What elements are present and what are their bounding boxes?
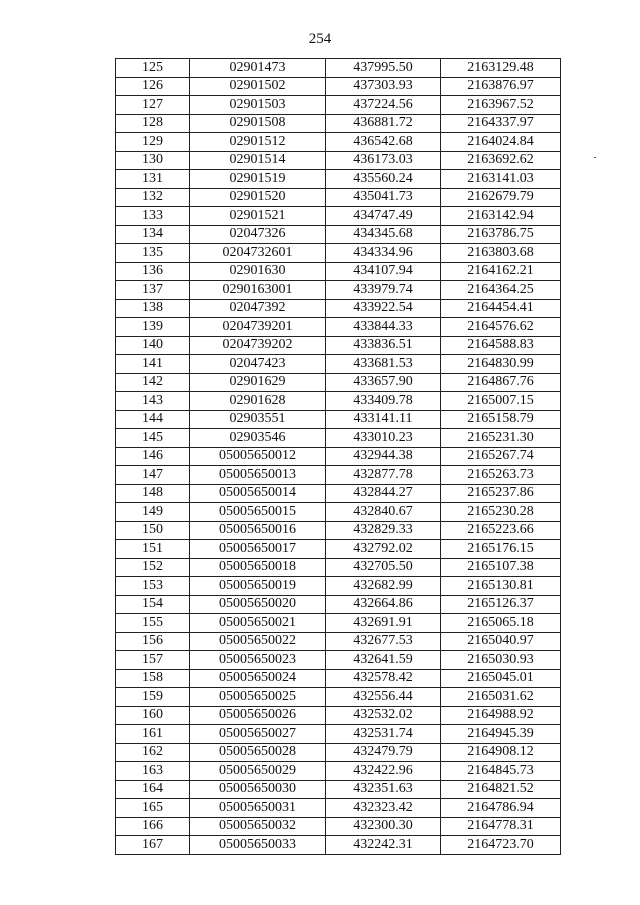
point-id-cell: 05005650013 bbox=[190, 466, 326, 485]
point-id-cell: 05005650019 bbox=[190, 577, 326, 596]
table-row bbox=[116, 836, 561, 855]
point-id-cell: 05005650020 bbox=[190, 595, 326, 614]
row-index-cell: 141 bbox=[116, 355, 190, 374]
table-row bbox=[116, 188, 561, 207]
y-coordinate-cell: 2164786.94 bbox=[441, 799, 561, 818]
row-index-cell: 151 bbox=[116, 540, 190, 559]
table-row bbox=[116, 244, 561, 263]
table-row bbox=[116, 799, 561, 818]
point-id-cell: 05005650014 bbox=[190, 484, 326, 503]
y-coordinate-cell: 2163786.75 bbox=[441, 225, 561, 244]
x-coordinate-cell: 433844.33 bbox=[326, 318, 441, 337]
x-coordinate-cell: 435041.73 bbox=[326, 188, 441, 207]
point-id-cell: 02047392 bbox=[190, 299, 326, 318]
row-index-cell: 140 bbox=[116, 336, 190, 355]
y-coordinate-cell: 2165040.97 bbox=[441, 632, 561, 651]
table-row bbox=[116, 225, 561, 244]
y-coordinate-cell: 2163803.68 bbox=[441, 244, 561, 263]
row-index-cell: 148 bbox=[116, 484, 190, 503]
y-coordinate-cell: 2164908.12 bbox=[441, 743, 561, 762]
row-index-cell: 128 bbox=[116, 114, 190, 133]
y-coordinate-cell: 2164364.25 bbox=[441, 281, 561, 300]
row-index-cell: 127 bbox=[116, 96, 190, 115]
x-coordinate-cell: 432242.31 bbox=[326, 836, 441, 855]
y-coordinate-cell: 2163876.97 bbox=[441, 77, 561, 96]
y-coordinate-cell: 2163692.62 bbox=[441, 151, 561, 170]
y-coordinate-cell: 2165045.01 bbox=[441, 669, 561, 688]
x-coordinate-cell: 433922.54 bbox=[326, 299, 441, 318]
y-coordinate-cell: 2164845.73 bbox=[441, 762, 561, 781]
point-id-cell: 05005650024 bbox=[190, 669, 326, 688]
point-id-cell: 02903546 bbox=[190, 429, 326, 448]
y-coordinate-cell: 2165030.93 bbox=[441, 651, 561, 670]
x-coordinate-cell: 432531.74 bbox=[326, 725, 441, 744]
table-row bbox=[116, 669, 561, 688]
row-index-cell: 149 bbox=[116, 503, 190, 522]
row-index-cell: 157 bbox=[116, 651, 190, 670]
row-index-cell: 125 bbox=[116, 59, 190, 78]
row-index-cell: 144 bbox=[116, 410, 190, 429]
row-index-cell: 159 bbox=[116, 688, 190, 707]
row-index-cell: 153 bbox=[116, 577, 190, 596]
table-row bbox=[116, 392, 561, 411]
x-coordinate-cell: 434345.68 bbox=[326, 225, 441, 244]
table-row bbox=[116, 336, 561, 355]
table-row bbox=[116, 706, 561, 725]
x-coordinate-cell: 432677.53 bbox=[326, 632, 441, 651]
y-coordinate-cell: 2164945.39 bbox=[441, 725, 561, 744]
row-index-cell: 133 bbox=[116, 207, 190, 226]
row-index-cell: 126 bbox=[116, 77, 190, 96]
table-row bbox=[116, 281, 561, 300]
row-index-cell: 164 bbox=[116, 780, 190, 799]
row-index-cell: 131 bbox=[116, 170, 190, 189]
point-id-cell: 02901502 bbox=[190, 77, 326, 96]
row-index-cell: 147 bbox=[116, 466, 190, 485]
table-row bbox=[116, 688, 561, 707]
table-row bbox=[116, 96, 561, 115]
row-index-cell: 161 bbox=[116, 725, 190, 744]
point-id-cell: 02901503 bbox=[190, 96, 326, 115]
y-coordinate-cell: 2165126.37 bbox=[441, 595, 561, 614]
x-coordinate-cell: 432792.02 bbox=[326, 540, 441, 559]
x-coordinate-cell: 432829.33 bbox=[326, 521, 441, 540]
point-id-cell: 05005650015 bbox=[190, 503, 326, 522]
row-index-cell: 138 bbox=[116, 299, 190, 318]
x-coordinate-cell: 433681.53 bbox=[326, 355, 441, 374]
y-coordinate-cell: 2164988.92 bbox=[441, 706, 561, 725]
row-index-cell: 156 bbox=[116, 632, 190, 651]
table-row bbox=[116, 447, 561, 466]
table-row bbox=[116, 59, 561, 78]
table-row bbox=[116, 577, 561, 596]
y-coordinate-cell: 2163142.94 bbox=[441, 207, 561, 226]
coordinates-table bbox=[115, 58, 561, 855]
y-coordinate-cell: 2165007.15 bbox=[441, 392, 561, 411]
point-id-cell: 05005650017 bbox=[190, 540, 326, 559]
x-coordinate-cell: 433836.51 bbox=[326, 336, 441, 355]
table-row bbox=[116, 355, 561, 374]
x-coordinate-cell: 437224.56 bbox=[326, 96, 441, 115]
x-coordinate-cell: 434334.96 bbox=[326, 244, 441, 263]
point-id-cell: 02901629 bbox=[190, 373, 326, 392]
row-index-cell: 139 bbox=[116, 318, 190, 337]
x-coordinate-cell: 437995.50 bbox=[326, 59, 441, 78]
x-coordinate-cell: 436881.72 bbox=[326, 114, 441, 133]
row-index-cell: 162 bbox=[116, 743, 190, 762]
x-coordinate-cell: 432532.02 bbox=[326, 706, 441, 725]
x-coordinate-cell: 434747.49 bbox=[326, 207, 441, 226]
point-id-cell: 0290163001 bbox=[190, 281, 326, 300]
x-coordinate-cell: 432300.30 bbox=[326, 817, 441, 836]
x-coordinate-cell: 432682.99 bbox=[326, 577, 441, 596]
x-coordinate-cell: 436542.68 bbox=[326, 133, 441, 152]
table-row bbox=[116, 114, 561, 133]
point-id-cell: 05005650033 bbox=[190, 836, 326, 855]
y-coordinate-cell: 2164024.84 bbox=[441, 133, 561, 152]
point-id-cell: 02901514 bbox=[190, 151, 326, 170]
point-id-cell: 02903551 bbox=[190, 410, 326, 429]
y-coordinate-cell: 2164588.83 bbox=[441, 336, 561, 355]
point-id-cell: 02901508 bbox=[190, 114, 326, 133]
point-id-cell: 02901628 bbox=[190, 392, 326, 411]
table-row bbox=[116, 207, 561, 226]
table-row bbox=[116, 77, 561, 96]
row-index-cell: 136 bbox=[116, 262, 190, 281]
y-coordinate-cell: 2165263.73 bbox=[441, 466, 561, 485]
row-index-cell: 154 bbox=[116, 595, 190, 614]
x-coordinate-cell: 432705.50 bbox=[326, 558, 441, 577]
point-id-cell: 05005650012 bbox=[190, 447, 326, 466]
x-coordinate-cell: 432323.42 bbox=[326, 799, 441, 818]
table-row bbox=[116, 540, 561, 559]
point-id-cell: 02901519 bbox=[190, 170, 326, 189]
table-row bbox=[116, 780, 561, 799]
x-coordinate-cell: 432877.78 bbox=[326, 466, 441, 485]
row-index-cell: 165 bbox=[116, 799, 190, 818]
table-row bbox=[116, 651, 561, 670]
point-id-cell: 05005650032 bbox=[190, 817, 326, 836]
table-row bbox=[116, 725, 561, 744]
row-index-cell: 143 bbox=[116, 392, 190, 411]
row-index-cell: 135 bbox=[116, 244, 190, 263]
table-row bbox=[116, 503, 561, 522]
x-coordinate-cell: 433657.90 bbox=[326, 373, 441, 392]
row-index-cell: 167 bbox=[116, 836, 190, 855]
table-row bbox=[116, 170, 561, 189]
point-id-cell: 05005650029 bbox=[190, 762, 326, 781]
point-id-cell: 05005650027 bbox=[190, 725, 326, 744]
x-coordinate-cell: 432664.86 bbox=[326, 595, 441, 614]
y-coordinate-cell: 2164454.41 bbox=[441, 299, 561, 318]
y-coordinate-cell: 2165176.15 bbox=[441, 540, 561, 559]
row-index-cell: 130 bbox=[116, 151, 190, 170]
point-id-cell: 02901512 bbox=[190, 133, 326, 152]
scan-mark bbox=[594, 157, 596, 158]
point-id-cell: 05005650026 bbox=[190, 706, 326, 725]
point-id-cell: 05005650030 bbox=[190, 780, 326, 799]
x-coordinate-cell: 433409.78 bbox=[326, 392, 441, 411]
page-number: 254 bbox=[308, 31, 332, 47]
y-coordinate-cell: 2165130.81 bbox=[441, 577, 561, 596]
table-row bbox=[116, 595, 561, 614]
table-row bbox=[116, 318, 561, 337]
row-index-cell: 166 bbox=[116, 817, 190, 836]
x-coordinate-cell: 433979.74 bbox=[326, 281, 441, 300]
table-row bbox=[116, 133, 561, 152]
table-row bbox=[116, 521, 561, 540]
point-id-cell: 0204732601 bbox=[190, 244, 326, 263]
table-row bbox=[116, 151, 561, 170]
y-coordinate-cell: 2165031.62 bbox=[441, 688, 561, 707]
point-id-cell: 0204739202 bbox=[190, 336, 326, 355]
table-row bbox=[116, 466, 561, 485]
table-row bbox=[116, 762, 561, 781]
y-coordinate-cell: 2162679.79 bbox=[441, 188, 561, 207]
table-row bbox=[116, 373, 561, 392]
y-coordinate-cell: 2164162.21 bbox=[441, 262, 561, 281]
row-index-cell: 142 bbox=[116, 373, 190, 392]
x-coordinate-cell: 432351.63 bbox=[326, 780, 441, 799]
x-coordinate-cell: 432556.44 bbox=[326, 688, 441, 707]
table-row bbox=[116, 262, 561, 281]
table-row bbox=[116, 614, 561, 633]
y-coordinate-cell: 2165158.79 bbox=[441, 410, 561, 429]
row-index-cell: 137 bbox=[116, 281, 190, 300]
point-id-cell: 0204739201 bbox=[190, 318, 326, 337]
x-coordinate-cell: 437303.93 bbox=[326, 77, 441, 96]
point-id-cell: 05005650018 bbox=[190, 558, 326, 577]
x-coordinate-cell: 432844.27 bbox=[326, 484, 441, 503]
row-index-cell: 158 bbox=[116, 669, 190, 688]
table-row bbox=[116, 410, 561, 429]
coordinates-table-body bbox=[116, 59, 561, 855]
point-id-cell: 05005650025 bbox=[190, 688, 326, 707]
table-row bbox=[116, 484, 561, 503]
x-coordinate-cell: 432641.59 bbox=[326, 651, 441, 670]
y-coordinate-cell: 2164830.99 bbox=[441, 355, 561, 374]
x-coordinate-cell: 432691.91 bbox=[326, 614, 441, 633]
row-index-cell: 160 bbox=[116, 706, 190, 725]
point-id-cell: 02047423 bbox=[190, 355, 326, 374]
point-id-cell: 05005650023 bbox=[190, 651, 326, 670]
row-index-cell: 134 bbox=[116, 225, 190, 244]
y-coordinate-cell: 2163141.03 bbox=[441, 170, 561, 189]
point-id-cell: 05005650016 bbox=[190, 521, 326, 540]
x-coordinate-cell: 432578.42 bbox=[326, 669, 441, 688]
x-coordinate-cell: 432840.67 bbox=[326, 503, 441, 522]
y-coordinate-cell: 2165231.30 bbox=[441, 429, 561, 448]
point-id-cell: 05005650028 bbox=[190, 743, 326, 762]
y-coordinate-cell: 2164778.31 bbox=[441, 817, 561, 836]
x-coordinate-cell: 432422.96 bbox=[326, 762, 441, 781]
row-index-cell: 163 bbox=[116, 762, 190, 781]
x-coordinate-cell: 432944.38 bbox=[326, 447, 441, 466]
x-coordinate-cell: 433141.11 bbox=[326, 410, 441, 429]
x-coordinate-cell: 435560.24 bbox=[326, 170, 441, 189]
table-row bbox=[116, 632, 561, 651]
x-coordinate-cell: 433010.23 bbox=[326, 429, 441, 448]
y-coordinate-cell: 2165237.86 bbox=[441, 484, 561, 503]
y-coordinate-cell: 2165107.38 bbox=[441, 558, 561, 577]
point-id-cell: 02901630 bbox=[190, 262, 326, 281]
y-coordinate-cell: 2164337.97 bbox=[441, 114, 561, 133]
y-coordinate-cell: 2165223.66 bbox=[441, 521, 561, 540]
table-row bbox=[116, 558, 561, 577]
y-coordinate-cell: 2164723.70 bbox=[441, 836, 561, 855]
x-coordinate-cell: 434107.94 bbox=[326, 262, 441, 281]
y-coordinate-cell: 2164867.76 bbox=[441, 373, 561, 392]
row-index-cell: 146 bbox=[116, 447, 190, 466]
table-row bbox=[116, 299, 561, 318]
point-id-cell: 02047326 bbox=[190, 225, 326, 244]
row-index-cell: 145 bbox=[116, 429, 190, 448]
point-id-cell: 05005650031 bbox=[190, 799, 326, 818]
x-coordinate-cell: 436173.03 bbox=[326, 151, 441, 170]
y-coordinate-cell: 2163967.52 bbox=[441, 96, 561, 115]
point-id-cell: 02901520 bbox=[190, 188, 326, 207]
y-coordinate-cell: 2163129.48 bbox=[441, 59, 561, 78]
y-coordinate-cell: 2164576.62 bbox=[441, 318, 561, 337]
row-index-cell: 155 bbox=[116, 614, 190, 633]
table-row bbox=[116, 743, 561, 762]
y-coordinate-cell: 2164821.52 bbox=[441, 780, 561, 799]
point-id-cell: 05005650021 bbox=[190, 614, 326, 633]
row-index-cell: 150 bbox=[116, 521, 190, 540]
y-coordinate-cell: 2165230.28 bbox=[441, 503, 561, 522]
point-id-cell: 02901473 bbox=[190, 59, 326, 78]
x-coordinate-cell: 432479.79 bbox=[326, 743, 441, 762]
y-coordinate-cell: 2165065.18 bbox=[441, 614, 561, 633]
row-index-cell: 129 bbox=[116, 133, 190, 152]
point-id-cell: 05005650022 bbox=[190, 632, 326, 651]
y-coordinate-cell: 2165267.74 bbox=[441, 447, 561, 466]
row-index-cell: 132 bbox=[116, 188, 190, 207]
row-index-cell: 152 bbox=[116, 558, 190, 577]
table-row bbox=[116, 817, 561, 836]
point-id-cell: 02901521 bbox=[190, 207, 326, 226]
table-row bbox=[116, 429, 561, 448]
